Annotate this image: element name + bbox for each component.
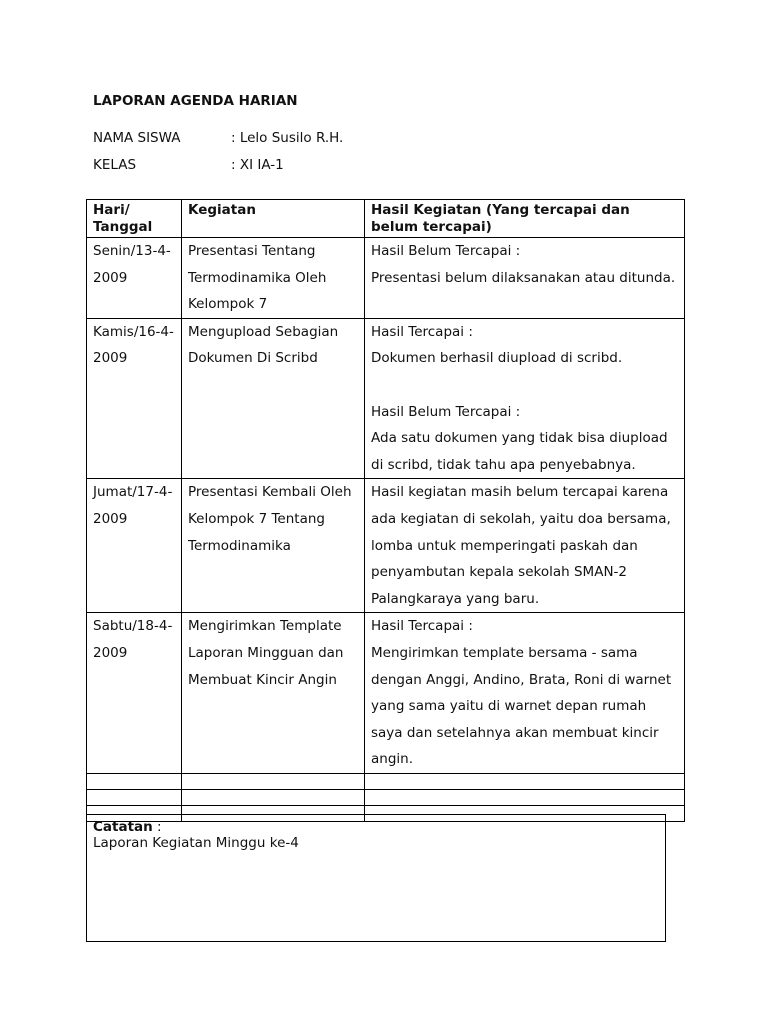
- cell-hari: Senin/13-4-2009: [87, 238, 182, 319]
- hasil-text: Hasil kegiatan masih belum tercapai karena ada kegiatan di sekolah, yaitu doa bersama, lomba untuk memperingati paskah dan penyambutan kepala sekolah SMAN-2 Palangkaraya yang baru.: [371, 484, 671, 607]
- empty-cell: [87, 773, 182, 789]
- empty-cell: [87, 789, 182, 805]
- agenda-table: [86, 199, 685, 822]
- empty-cell: [365, 773, 685, 789]
- cell-hasil: [365, 479, 685, 613]
- kelas-label: KELAS: [93, 157, 137, 173]
- hasil-text: Presentasi belum dilaksanakan atau ditunda.: [371, 269, 676, 286]
- hasil-heading: Hasil Belum Tercapai :: [371, 243, 521, 259]
- notes-label: Catatan: [93, 819, 153, 835]
- table-row: [87, 613, 685, 774]
- cell-hari: Kamis/16-4-2009: [87, 318, 182, 479]
- empty-row: [87, 773, 685, 789]
- hasil-heading: Hasil Tercapai :: [371, 323, 473, 340]
- notes-box: [86, 814, 666, 942]
- cell-hari: Jumat/17-4-2009: [87, 479, 182, 613]
- cell-hasil: [365, 613, 685, 774]
- nama-label: NAMA SISWA: [93, 130, 181, 146]
- cell-hasil: [365, 318, 685, 479]
- header-hari: Hari/ Tanggal: [87, 200, 182, 238]
- page-title: LAPORAN AGENDA HARIAN: [93, 93, 298, 109]
- header-hasil: Hasil Kegiatan (Yang tercapai dan belum tercapai): [365, 200, 685, 238]
- table-row: [87, 238, 685, 319]
- cell-hasil: [365, 238, 685, 319]
- hasil-text: Ada satu dokumen yang tidak bisa diupload di scribd, tidak tahu apa penyebabnya.: [371, 430, 668, 473]
- notes-value: Laporan Kegiatan Minggu ke-4: [93, 835, 299, 851]
- table-row: [87, 318, 685, 479]
- notes-heading: [93, 819, 659, 835]
- table-row: [87, 479, 685, 613]
- cell-hari: Sabtu/18-4-2009: [87, 613, 182, 774]
- header-kegiatan: Kegiatan: [182, 200, 365, 238]
- hasil-heading: Hasil Tercapai :: [371, 618, 473, 635]
- empty-cell: [182, 773, 365, 789]
- cell-kegiatan: Mengupload Sebagian Dokumen Di Scribd: [182, 318, 365, 479]
- nama-value: : Lelo Susilo R.H.: [231, 130, 344, 146]
- cell-kegiatan: Presentasi Kembali Oleh Kelompok 7 Tentang Termodinamika: [182, 479, 365, 613]
- hasil-text: Dokumen berhasil diupload di scribd.: [371, 350, 623, 367]
- empty-cell: [182, 789, 365, 805]
- empty-cell: [365, 789, 685, 805]
- hasil-text: Mengirimkan template bersama - sama dengan Anggi, Andino, Brata, Roni di warnet yang sama yaitu di warnet depan rumah saya dan setelahnya akan membuat kincir angin.: [371, 644, 672, 768]
- empty-row: [87, 789, 685, 805]
- hasil-heading: Hasil Belum Tercapai :: [371, 403, 521, 420]
- cell-kegiatan: Mengirimkan Template Laporan Mingguan dan Membuat Kincir Angin: [182, 613, 365, 774]
- table-header-row: [87, 200, 685, 238]
- kelas-value: : XI IA-1: [231, 157, 284, 173]
- notes-colon: :: [152, 819, 162, 835]
- cell-kegiatan: Presentasi Tentang Termodinamika Oleh Kelompok 7: [182, 238, 365, 319]
